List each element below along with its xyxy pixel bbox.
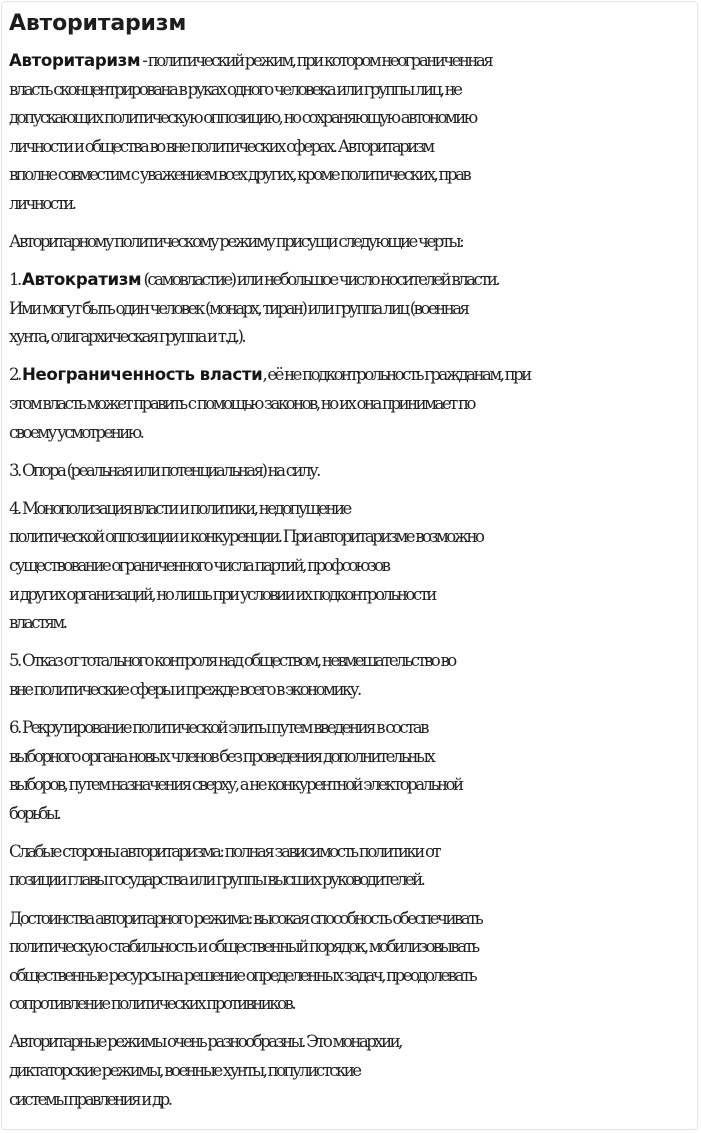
strengths-text: Достоинства авторитарного режима: высокая способность обеспечивать bbox=[9, 908, 482, 928]
feature-text: 5. Отказ от тотального контроля над обществом, невмешательство во bbox=[9, 651, 455, 671]
weaknesses-text: позиции главы государства или группы высших руководителей. bbox=[9, 870, 424, 890]
conclusion-text: системы правления и др. bbox=[9, 1089, 171, 1109]
feature-item-3 bbox=[9, 457, 699, 486]
feature-term: Неограниченность власти bbox=[21, 365, 263, 385]
feature-text: властям. bbox=[9, 613, 66, 633]
weaknesses-paragraph bbox=[9, 838, 699, 895]
weaknesses-text: Слабые стороны авторитаризма: полная зависимость политики от bbox=[9, 841, 440, 861]
feature-text: выборного органа новых членов без проведения дополнительных bbox=[9, 746, 434, 766]
feature-item-4 bbox=[9, 495, 699, 638]
definition-text: вполне совместим с уважением всех других, кроме политических, прав bbox=[9, 165, 470, 185]
definition-text: личности. bbox=[9, 193, 75, 213]
strengths-text: политическую стабильность и общественный порядок, мобилизовывать bbox=[9, 937, 478, 957]
feature-item-2 bbox=[9, 361, 699, 447]
conclusion-text: Авторитарные режимы очень разнообразны. Это монархии, bbox=[9, 1032, 401, 1052]
feature-text: существование ограниченного числа партий, профсоюзов bbox=[9, 556, 389, 575]
feature-text: хунта, олигархическая группа и т.д.). bbox=[9, 327, 245, 347]
feature-text: Ими могут быть один человек (монарх, тиран) или группа лиц (военная bbox=[9, 298, 468, 318]
feature-text: (самовластие) или небольшое число носителей власти. bbox=[141, 270, 499, 290]
definition-paragraph bbox=[9, 47, 699, 219]
feature-number: 1. bbox=[9, 270, 22, 290]
strengths-text: общественные ресурсы на решение определенных задач, преодолевать bbox=[9, 965, 476, 985]
feature-text: 6. Рекрутирование политической элиты путем введения в состав bbox=[9, 717, 427, 737]
feature-item-6 bbox=[9, 714, 699, 828]
feature-text: борьбы. bbox=[9, 803, 60, 823]
feature-text: политической оппозиции и конкуренции. При авторитаризме возможно bbox=[9, 527, 483, 547]
feature-text: , её не подконтрольность гражданам, при bbox=[262, 365, 530, 385]
feature-text: вне политические сферы и прежде всего в экономику. bbox=[9, 679, 360, 699]
definition-term: Авторитаризм bbox=[9, 51, 141, 70]
article-title: Авторитаризм bbox=[9, 11, 187, 36]
strengths-paragraph bbox=[9, 905, 699, 1019]
feature-item-1 bbox=[9, 266, 699, 352]
definition-text: допускающих политическую оппозицию, но сохраняющую автономию bbox=[9, 108, 476, 128]
conclusion-text: диктаторские режимы, военные хунты, популистские bbox=[9, 1061, 360, 1080]
feature-text: 4. Монополизация власти и политики, недопущение bbox=[9, 498, 350, 518]
definition-text: власть сконцентрирована в руках одного человека или группы лиц, не bbox=[9, 79, 461, 99]
feature-text: выборов, путем назначения сверху, а не конкурентной электоральной bbox=[9, 775, 462, 795]
conclusion-paragraph bbox=[9, 1028, 699, 1114]
intro-paragraph: Авторитарному политическому режиму присущи следующие черты: bbox=[9, 232, 463, 252]
feature-item-5 bbox=[9, 647, 699, 704]
article bbox=[9, 0, 699, 1114]
definition-text: личности и общества во вне политических сферах. Авторитаризм bbox=[9, 136, 433, 156]
strengths-text: сопротивление политических противников. bbox=[9, 994, 295, 1014]
feature-text: 3. Опора (реальная или потенциальная) на силу. bbox=[9, 460, 319, 480]
feature-text: своему усмотрению. bbox=[9, 422, 143, 442]
feature-term: Автократизм bbox=[21, 270, 142, 290]
feature-text: и других организаций, но лишь при условии их подконтрольности bbox=[9, 584, 435, 604]
feature-text: этом власть может править с помощью законов, но их она принимает по bbox=[9, 394, 474, 414]
definition-text: - политический режим, при котором неограниченная bbox=[140, 51, 492, 70]
feature-number: 2. bbox=[9, 365, 22, 385]
